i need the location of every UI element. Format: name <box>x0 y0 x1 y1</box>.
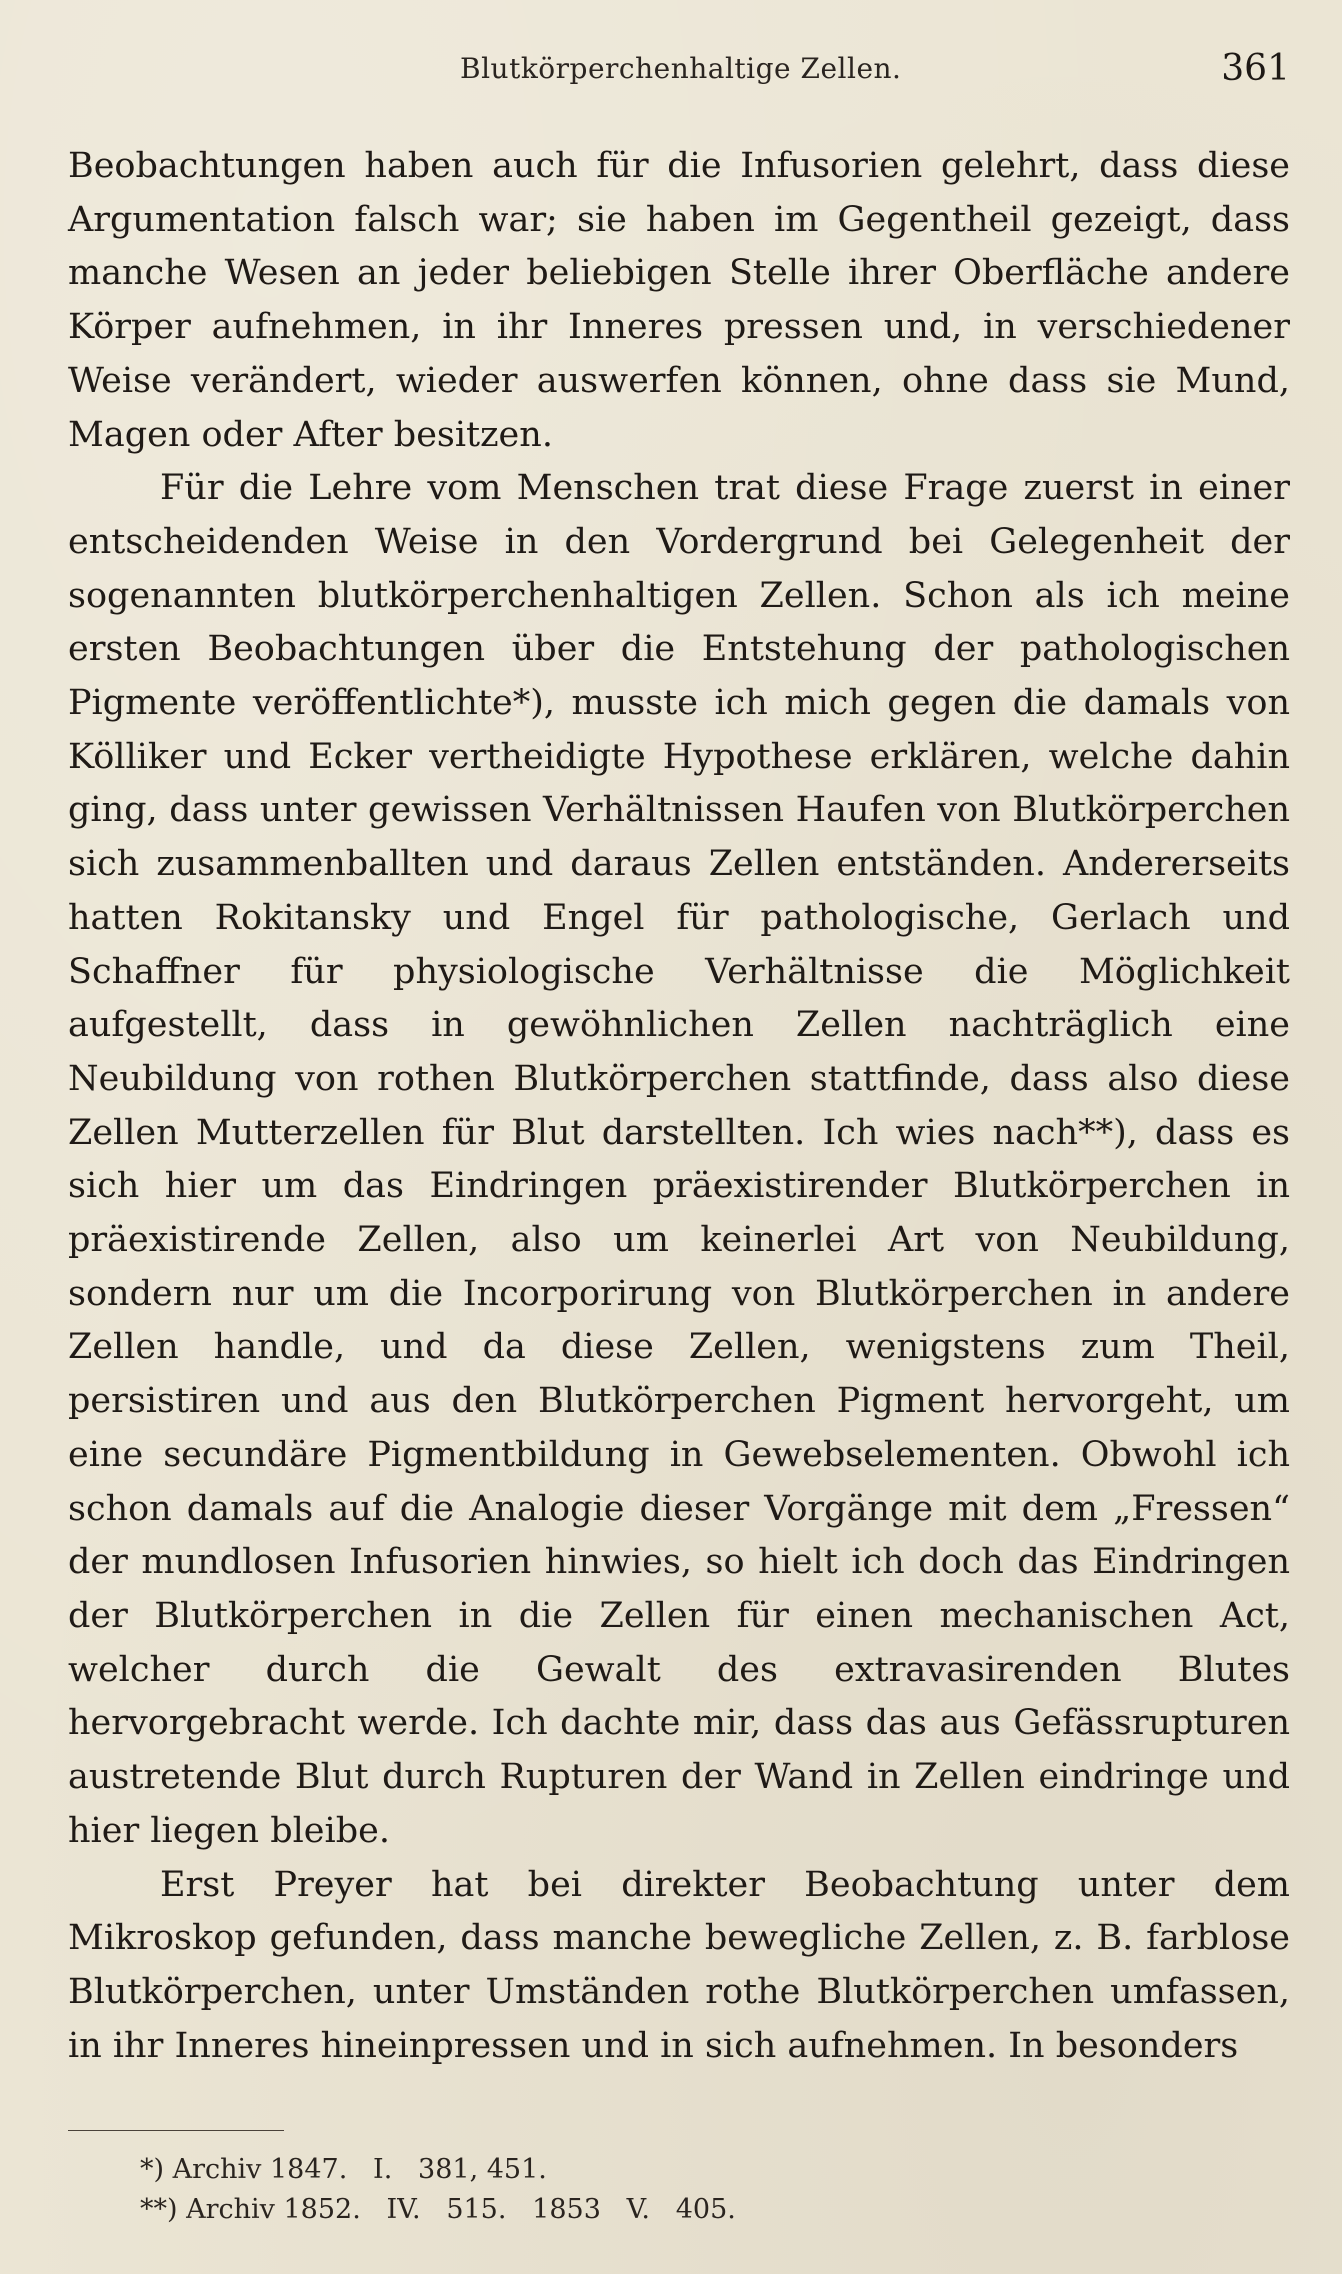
footnote-2: **) Archiv 1852. IV. 515. 1853 V. 405. <box>140 2194 736 2225</box>
body-text <box>68 140 1290 2073</box>
page-number: 361 <box>1221 48 1290 89</box>
running-title: Blutkörperchenhaltige Zellen. <box>460 52 902 85</box>
footnote-1: *) Archiv 1847. I. 381, 451. <box>140 2154 547 2185</box>
running-head <box>68 48 1290 98</box>
footnotes <box>140 2150 736 2230</box>
footnote-divider <box>68 2130 284 2131</box>
paragraph-1: Beobachtungen haben auch für die Infusorien gelehrt, dass diese Argumentation falsch war; sie haben im Gegentheil gezeigt, dass manche Wesen an jeder beliebigen Stelle ihrer Oberfläche andere Körper aufnehmen, in ihr Inneres pressen und, in verschiedener Weise verändert, wieder auswerfen können, ohne dass sie Mund, Magen oder After besitzen. <box>68 146 1290 455</box>
paragraph-2: Für die Lehre vom Menschen trat diese Frage zuerst in einer entscheidenden Weise in den Vordergrund bei Gelegenheit der sogenannten blutkörperchenhaltigen Zellen. Schon als ich meine ersten Beobachtungen über die Entstehung der pathologischen Pigmente veröffentlichte*), musste ich mich gegen die damals von Kölliker und Ecker vertheidigte Hypothese erklären, welche dahin ging, dass unter gewissen Verhältnissen Haufen von Blutkörperchen sich zusammenballten und daraus Zellen entständen. Andererseits hatten Rokitansky und Engel für pathologische, Gerlach und Schaffner für physiologische Verhältnisse die Möglichkeit aufgestellt, dass in gewöhnlichen Zellen nachträglich eine Neubildung von rothen Blutkörperchen stattfinde, dass also diese Zellen Mutterzellen für Blut darstellten. Ich wies nach**), dass es sich hier um das Eindringen präexistirender Blutkörperchen in präexistirende Zellen, also um keinerlei Art von Neubildung, sondern nur um die Incorporirung von Blutkörperchen in andere Zellen handle, und da diese Zellen, wenigstens zum Theil, persistiren und aus den Blutkörperchen Pigment hervorgeht, um eine secundäre Pigmentbildung in Gewebselementen. Obwohl ich schon damals auf die Analogie dieser Vorgänge mit dem „Fressen“ der mundlosen Infusorien hinwies, so hielt ich doch das Eindringen der Blutkörperchen in die Zellen für einen mechanischen Act, welcher durch die Gewalt des extravasirenden Blutes hervorgebracht werde. Ich dachte mir, dass das aus Gefässrupturen austretende Blut durch Rupturen der Wand in Zellen eindringe und hier liegen bleibe. <box>68 468 1290 1851</box>
paragraph-3: Erst Preyer hat bei direkter Beobachtung unter dem Mikroskop gefunden, dass manche bewegliche Zellen, z. B. farblose Blutkörperchen, unter Umständen rothe Blutkörperchen umfassen, in ihr Inneres hineinpressen und in sich aufnehmen. In besonders <box>68 1864 1290 2066</box>
